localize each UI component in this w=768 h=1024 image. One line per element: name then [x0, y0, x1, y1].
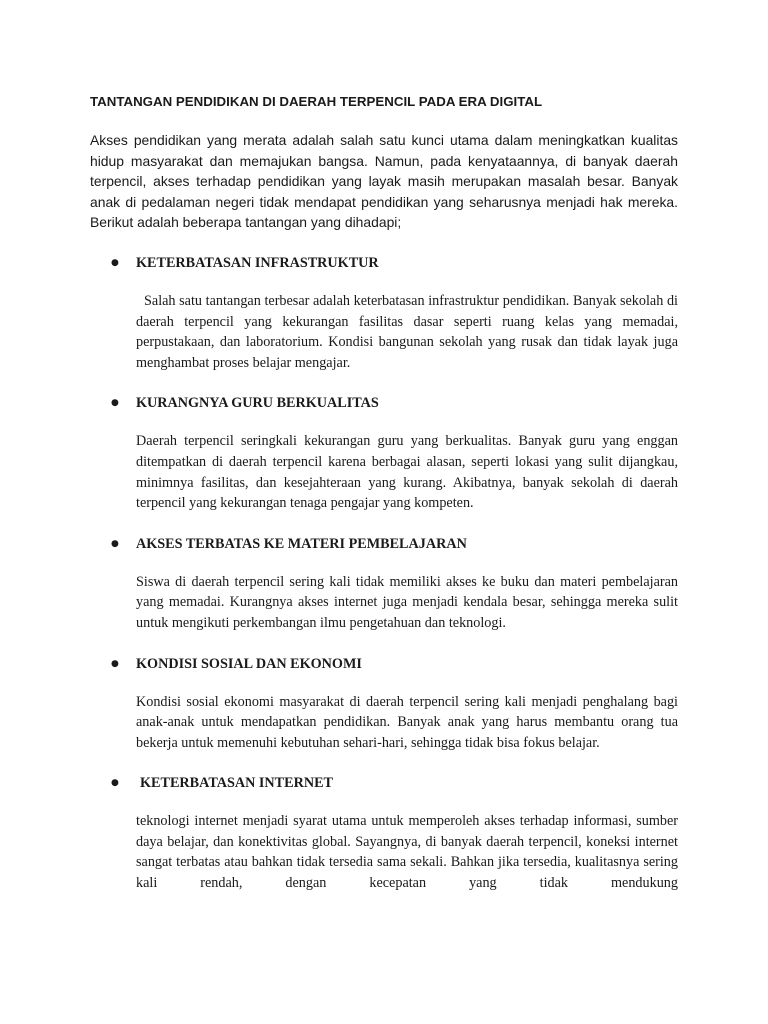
- document-page: [90, 92, 678, 914]
- section-social-economy: [90, 654, 678, 754]
- section-teachers: [90, 393, 678, 513]
- bullet-icon: ●: [111, 257, 119, 268]
- section-body: Siswa di daerah terpencil sering kali tidak memiliki akses ke buku dan materi pembelajaran yang memadai. Kurangnya akses internet juga menjadi kendala besar, sehingga mereka sulit untuk mengikuti perkembangan ilmu pengetahuan dan teknologi.: [136, 573, 678, 631]
- section-heading: [90, 773, 678, 793]
- section-heading: [90, 534, 678, 554]
- section-body: Kondisi sosial ekonomi masyarakat di daerah terpencil sering kali menjadi penghalang bagi anak-anak untuk mendapatkan pendidikan. Banyak anak yang harus membantu orang tua bekerja untuk memenuhi kebutuhan sehari-hari, sehingga tidak bisa fokus belajar.: [136, 693, 678, 751]
- section-body: Salah satu tantangan terbesar adalah keterbatasan infrastruktur pendidikan. Banyak sekolah di daerah terpencil yang kekurangan fasilitas dasar seperti ruang kelas yang memadai, perpustakaan, dan laboratorium. Kondisi bangunan sekolah yang rusak dan tidak layak juga menghambat proses belajar mengajar.: [136, 292, 678, 371]
- section-heading-text: KETERBATASAN INTERNET: [140, 775, 334, 792]
- section-heading-text: KETERBATASAN INFRASTRUKTUR: [136, 254, 379, 271]
- section-heading: [90, 654, 678, 674]
- bullet-icon: ●: [111, 658, 119, 669]
- section-body: Daerah terpencil seringkali kekurangan guru yang berkualitas. Banyak guru yang enggan ditempatkan di daerah terpencil karena berbagai alasan, seperti lokasi yang sulit dijangkau, minimnya fasilitas, dan kesejahteraan yang kurang. Akibatnya, banyak sekolah di daerah terpencil yang kekurangan tenaga pengajar yang kompeten.: [136, 433, 678, 512]
- section-heading: [90, 253, 678, 273]
- section-heading: [90, 393, 678, 413]
- section-heading-text: KURANGNYA GURU BERKUALITAS: [136, 395, 379, 412]
- bullet-icon: ●: [111, 778, 119, 789]
- section-heading-text: AKSES TERBATAS KE MATERI PEMBELAJARAN: [136, 535, 467, 552]
- bullet-icon: ●: [111, 538, 119, 549]
- section-heading-text: KONDISI SOSIAL DAN EKONOMI: [136, 655, 362, 672]
- document-title: TANTANGAN PENDIDIKAN DI DAERAH TERPENCIL PADA ERA DIGITAL: [90, 94, 543, 109]
- intro-paragraph: Akses pendidikan yang merata adalah salah satu kunci utama dalam meningkatkan kualitas hidup masyarakat dan memajukan bangsa. Namun, pada kenyataannya, di banyak daerah terpencil, akses terhadap pendidikan yang layak masih merupakan masalah besar. Banyak anak di pedalaman negeri tidak mendapat pendidikan yang seharusnya menjadi hak mereka. Berikut adalah beberapa tantangan yang dihadapi;: [90, 132, 678, 231]
- section-body: teknologi internet menjadi syarat utama untuk memperoleh akses terhadap informasi, sumber daya belajar, dan konektivitas global. Sayangnya, di banyak daerah terpencil, koneksi internet sangat terbatas atau bahkan tidak tersedia sama sekali. Bahkan jika tersedia, kualitasnya sering kali rendah, dengan kecepatan yang tidak mendukung: [136, 813, 678, 892]
- bullet-icon: ●: [111, 398, 119, 409]
- section-infrastructure: [90, 253, 678, 373]
- section-learning-materials: [90, 534, 678, 634]
- section-internet: [90, 773, 678, 893]
